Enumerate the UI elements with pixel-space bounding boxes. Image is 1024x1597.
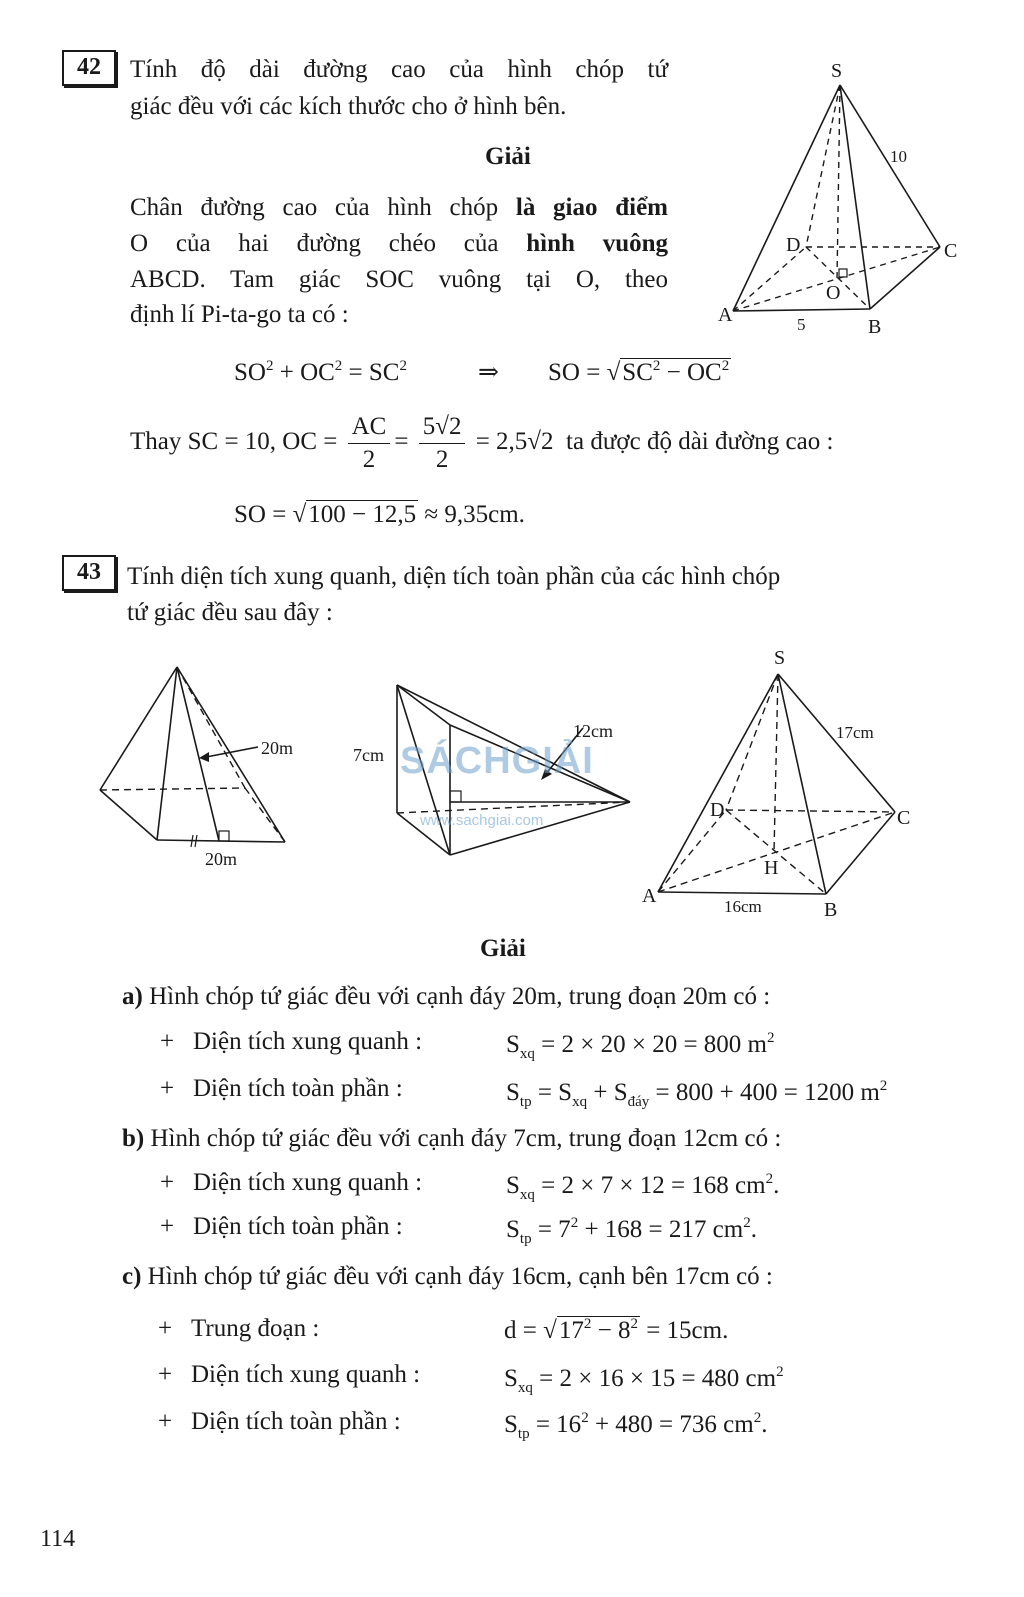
ex42-problem-line2: giác đều với các kích thước cho ở hình bên.: [130, 93, 567, 120]
exercise-43-number: 43: [62, 555, 116, 591]
fig-a-base-label: 20m: [205, 849, 238, 869]
fig-b-slant-label: 12cm: [573, 721, 613, 741]
ex42-solution-line3: ABCD. Tam giác SOC vuông tại O, theo: [130, 266, 668, 293]
ex43-part-a-row1-formula: $S_{xq} = 2 \times 20 \times 20 = 800$ $m^2$: [506, 1030, 775, 1062]
fig-c-label-a: A: [642, 885, 657, 907]
ex42-equation-pythagoras: $SO^2 + OC^2 = SC^2$: [234, 358, 407, 386]
ex43-part-a-intro: a) Hình chóp tứ giác đều với cạnh đáy 20m, trung đoạn 20m có :: [122, 983, 771, 1010]
ex43-part-b-intro: b) Hình chóp tứ giác đều với cạnh đáy 7cm, trung đoạn 12cm có :: [122, 1125, 782, 1152]
ex43-part-a-row2-formula: $S_{tp} = S_{xq} + S_{đáy} = 800 + 400 = 1200$ $m^2$: [506, 1078, 888, 1110]
label-c: C: [944, 240, 958, 262]
ex42-problem-line1: Tính độ dài đường cao của hình chóp tứ: [130, 56, 668, 83]
ex43-figure-c: [640, 642, 940, 927]
fig-c-edge-label: 17cm: [836, 723, 874, 742]
ex43-part-a-row1-label: Diện tích xung quanh :: [193, 1028, 423, 1055]
ex43-solution-heading: Giải: [480, 935, 526, 962]
bullet: +: [158, 1361, 173, 1388]
page-number: 114: [40, 1526, 76, 1552]
fig-c-label-c: C: [897, 807, 911, 829]
fig-a-slant-label: 20m: [261, 738, 294, 758]
ex43-problem-line1: Tính diện tích xung quanh, diện tích toàn phần của các hình chóp: [127, 563, 781, 590]
bullet: +: [160, 1028, 175, 1055]
bullet: +: [158, 1408, 173, 1435]
ex42-pyramid-figure: [700, 55, 980, 345]
ex43-problem-line2: tứ giác đều sau đây :: [127, 599, 333, 626]
ex42-substitution-line: Thay SC = 10, OC = $\frac{AC}{2}$ = $\frac{5√2}{2}$ = 2,5√2 ta được độ dài đường cao :: [130, 408, 833, 476]
bullet: +: [160, 1213, 175, 1240]
fraction-5sqrt2-over-2: $\frac{5√2}{2}$: [419, 411, 466, 476]
fig-c-label-d: D: [710, 799, 725, 821]
fraction-ac-over-2: $\frac{AC}{2}$: [348, 411, 391, 476]
ex43-part-c-row2-label: Diện tích xung quanh :: [191, 1361, 421, 1388]
fig-c-label-h: H: [764, 857, 779, 879]
label-ab-length: 5: [797, 315, 806, 334]
label-d: D: [786, 234, 801, 256]
ex42-solution-heading: Giải: [485, 143, 531, 170]
fig-b-height-label: 7cm: [353, 745, 384, 765]
fig-c-base-label: 16cm: [724, 897, 762, 916]
fig-c-label-b: B: [824, 899, 838, 921]
ex43-part-b-row2-label: Diện tích toàn phần :: [193, 1213, 403, 1240]
label-s: S: [831, 60, 843, 82]
label-o: O: [826, 282, 841, 304]
fig-c-label-s: S: [774, 647, 786, 669]
ex43-part-c-row3-label: Diện tích toàn phần :: [191, 1408, 401, 1435]
exercise-42-number: 42: [62, 50, 116, 86]
label-a: A: [718, 304, 733, 326]
ex43-part-c-intro: c) Hình chóp tứ giác đều với cạnh đáy 16cm, cạnh bên 17cm có :: [122, 1263, 773, 1290]
ex43-part-c-row1-label: Trung đoạn :: [191, 1315, 320, 1342]
ex43-part-c-row3-formula: $S_{tp} = 16^2 + 480 = 736$ $cm^2$.: [504, 1410, 768, 1442]
ex42-implies-arrow: ⇒: [478, 359, 499, 386]
bullet: +: [158, 1315, 173, 1342]
watermark-logo: SÁCHGIẢI: [400, 740, 594, 782]
ex42-height-result: SO = √100 − 12,5 ≈ 9,35cm.: [234, 501, 525, 528]
ex43-part-b-row1-label: Diện tích xung quanh :: [193, 1169, 423, 1196]
ex42-equation-so: SO = $√SC^2 - OC^2$: [548, 358, 730, 386]
ex42-solution-line4: định lí Pi-ta-go ta có :: [130, 301, 349, 328]
ex43-part-a-row2-label: Diện tích toàn phần :: [193, 1075, 403, 1102]
ex42-solution-line1: Chân đường cao của hình chóp là giao điểm: [130, 194, 669, 221]
ex42-solution-line2: O của hai đường chéo của hình vuông: [130, 230, 668, 257]
ex43-part-b-row1-formula: $S_{xq} = 2 \times 7 \times 12 = 168$ $cm^2$.: [506, 1171, 780, 1203]
label-b: B: [868, 316, 882, 338]
ex43-part-c-row1-formula: $d = √17^2 - 8^2 = 15cm$.: [504, 1316, 729, 1344]
ex43-figure-a: [95, 655, 320, 875]
bullet: +: [160, 1169, 175, 1196]
ex43-part-c-row2-formula: $S_{xq} = 2 \times 16 \times 15 = 480$ $cm^2$: [504, 1364, 784, 1396]
bullet: +: [160, 1075, 175, 1102]
ex43-part-b-row2-formula: $S_{tp} = 7^2 + 168 = 217$ $cm^2$.: [506, 1215, 757, 1247]
label-sc-length: 10: [890, 147, 907, 166]
watermark-url: www.sachgiai.com: [420, 812, 544, 829]
